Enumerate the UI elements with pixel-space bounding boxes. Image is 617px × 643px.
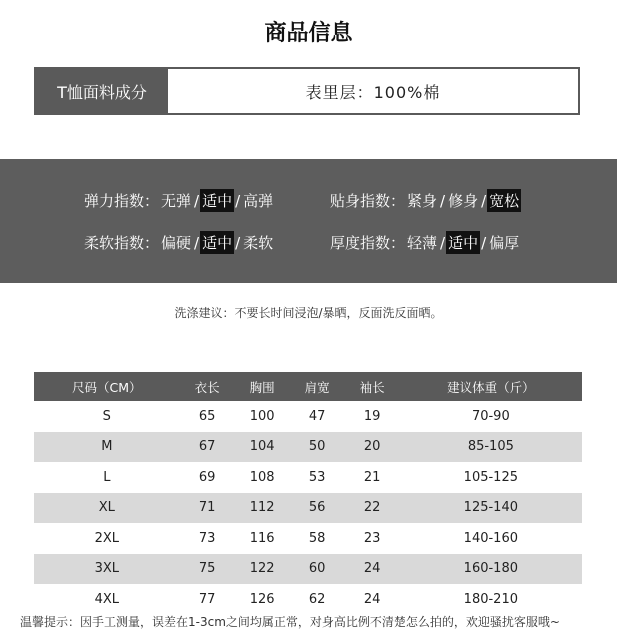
page-title: 商品信息 <box>264 21 353 46</box>
table-row <box>34 523 582 554</box>
thickness-index <box>330 231 521 254</box>
table-row <box>34 493 582 524</box>
table-cell: 85-105 <box>400 432 582 463</box>
table-cell: M <box>34 432 180 463</box>
size-table-header <box>34 372 582 401</box>
index-option: 偏厚 <box>489 234 520 252</box>
table-row <box>34 584 582 615</box>
option-separator: / <box>194 233 200 252</box>
index-option-selected: 适中 <box>200 189 234 212</box>
table-cell: 56 <box>290 493 345 524</box>
table-cell: 19 <box>363 408 381 424</box>
table-cell: 3XL <box>34 554 180 585</box>
index-panel <box>0 159 617 283</box>
index-option: 柔软 <box>243 234 274 252</box>
table-cell: 58 <box>308 530 326 546</box>
table-cell: 69 <box>198 469 216 485</box>
table-cell: 67 <box>180 432 235 463</box>
table-cell: 105-125 <box>463 469 518 485</box>
table-cell: 77 <box>198 591 216 607</box>
fabric-label: T恤面料成分 <box>36 69 168 113</box>
column-header: 袖长 <box>345 372 400 401</box>
table-row <box>34 462 582 493</box>
index-option: 修身 <box>448 192 479 210</box>
size-table <box>34 372 582 615</box>
table-cell: 71 <box>180 493 235 524</box>
option-separator: / <box>481 191 487 210</box>
index-name: 厚度指数： <box>330 234 406 252</box>
table-cell: 112 <box>235 493 290 524</box>
care-instructions: 洗涤建议：不要长时间浸泡/暴晒，反面洗反面晒。 <box>174 306 443 320</box>
index-option: 轻薄 <box>407 234 438 252</box>
option-separator: / <box>440 233 446 252</box>
table-cell: L <box>103 469 111 485</box>
index-option: 高弹 <box>243 192 274 210</box>
table-cell: 62 <box>308 591 326 607</box>
table-cell: 70-90 <box>471 408 510 424</box>
table-cell: 180-210 <box>463 591 518 607</box>
table-cell: 100 <box>249 408 275 424</box>
table-row <box>34 401 582 432</box>
table-cell: 140-160 <box>463 530 518 546</box>
option-separator: / <box>481 233 487 252</box>
table-cell: 2XL <box>94 530 120 546</box>
index-option: 偏硬 <box>161 234 192 252</box>
table-cell: 53 <box>308 469 326 485</box>
measurement-tip: 温馨提示：因手工测量，误差在1-3cm之间均属正常，对身高比例不清楚怎么拍的，欢迎骚扰客服哦~ <box>20 615 560 629</box>
table-cell: 122 <box>235 554 290 585</box>
option-separator: / <box>440 191 446 210</box>
index-name: 弹力指数： <box>84 192 160 210</box>
table-cell: 125-140 <box>400 493 582 524</box>
index-name: 柔软指数： <box>84 234 160 252</box>
table-cell: 73 <box>198 530 216 546</box>
fit-index <box>330 189 521 212</box>
option-separator: / <box>235 233 241 252</box>
table-cell: 20 <box>345 432 400 463</box>
table-cell: 104 <box>235 432 290 463</box>
table-row <box>34 432 582 463</box>
column-header: 肩宽 <box>290 372 345 401</box>
option-separator: / <box>194 191 200 210</box>
table-cell: 65 <box>198 408 216 424</box>
index-name: 贴身指数： <box>330 192 406 210</box>
table-cell: 75 <box>180 554 235 585</box>
table-cell: 126 <box>249 591 275 607</box>
table-cell: 23 <box>363 530 381 546</box>
column-header: 建议体重（斤） <box>400 372 582 401</box>
table-cell: XL <box>34 493 180 524</box>
table-cell: 47 <box>308 408 326 424</box>
table-cell: 60 <box>290 554 345 585</box>
table-cell: 50 <box>290 432 345 463</box>
table-cell: 21 <box>363 469 381 485</box>
elasticity-index <box>84 189 275 212</box>
index-option: 紧身 <box>407 192 438 210</box>
index-option: 无弹 <box>161 192 192 210</box>
table-cell: 108 <box>249 469 275 485</box>
table-cell: 4XL <box>94 591 120 607</box>
table-cell: 24 <box>363 591 381 607</box>
table-cell: 22 <box>345 493 400 524</box>
table-cell: 160-180 <box>400 554 582 585</box>
option-separator: / <box>235 191 241 210</box>
fabric-composition-box <box>34 67 580 115</box>
index-option-selected: 宽松 <box>487 189 521 212</box>
table-row <box>34 554 582 585</box>
column-header: 衣长 <box>180 372 235 401</box>
table-cell: 24 <box>345 554 400 585</box>
table-cell: S <box>102 408 111 424</box>
column-header: 尺码（CM） <box>34 372 180 401</box>
fabric-value: 表里层：100%棉 <box>305 82 441 102</box>
index-option-selected: 适中 <box>200 231 234 254</box>
column-header: 胸围 <box>235 372 290 401</box>
index-option-selected: 适中 <box>446 231 480 254</box>
softness-index <box>84 231 275 254</box>
table-cell: 116 <box>249 530 275 546</box>
